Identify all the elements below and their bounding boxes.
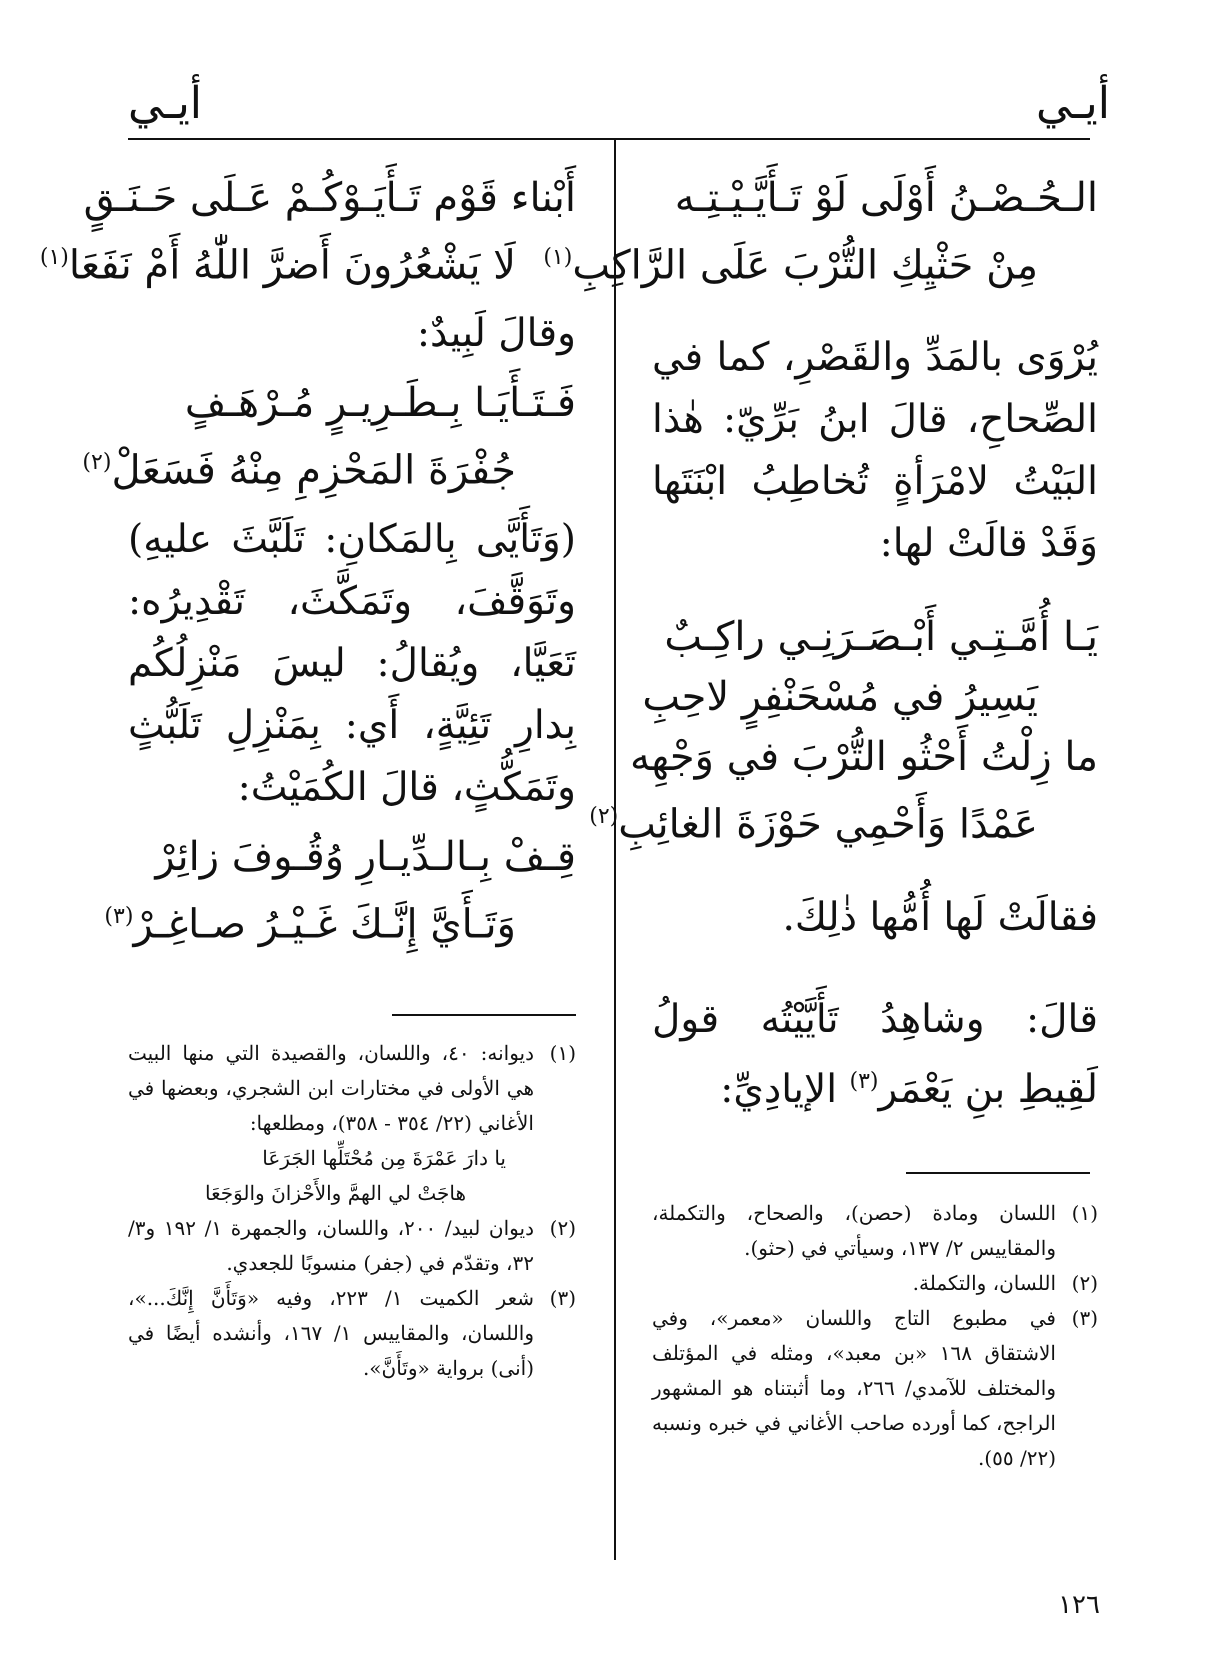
paragraph: وقالَ لَبِيدٌ: — [416, 311, 576, 357]
verse-line: قِـفْ بِـالـدِّيـارِ وُقُـوفَ زائِرْ — [155, 833, 576, 880]
verse-line: يَـا أُمَّـتِـي أَبْـصَـرَنِـي راكِـبٌ — [664, 614, 1098, 661]
verse-line: يَسِيرُ في مُسْحَنْفِرٍ لاحِبِ — [642, 674, 1038, 721]
footnotes-left — [128, 1036, 576, 1386]
right-column — [543, 168, 1098, 1129]
verse-line: عَمْدًا وَأَحْمِي حَوْزَةَ الغائِبِ$^{(٢)}$ — [589, 801, 1038, 848]
paragraph: قالَ: وشاهِدُ تَأَيَّيْتُه قولُ لَقِيطِ بنِ يَعْمَر$^{(٣)}$ الإيادِيِّ: — [652, 996, 1098, 1112]
footnote-number: (٢) — [1071, 1271, 1098, 1295]
verse-line: الـحُـصْـنُ أَوْلَى لَوْ تَـأَيَّـيْـتِـه — [674, 175, 1098, 221]
verse-line: وَتَـأَيَّ إِنَّـكَ غَـيْـرُ صـاغِـرْ$^{(٣)}$ — [104, 900, 516, 947]
footnote — [652, 1196, 1098, 1266]
paragraph: فقالَتْ لَها أُمُّها ذٰلِكَ. — [782, 894, 1098, 940]
footnote-number: (١) — [1071, 1201, 1098, 1225]
footnote-ref: (٣) — [104, 903, 134, 929]
verse-line: جُفْرَةَ المَحْزِمِ مِنْهُ فَسَعَلْ$^{(٢)}$ — [82, 447, 516, 494]
footnote-ref: (٣) — [849, 1068, 879, 1094]
verse-line: ما زِلْتُ أَحْثُو التُّرْبَ في وَجْهِه — [629, 734, 1098, 781]
footnote-ref: (١) — [39, 245, 69, 270]
footnote-rule — [906, 1172, 1090, 1174]
footnote-text: في مطبوع التاج واللسان «معمر»، وفي الاشتقاق ١٦٨ «بن معبد»، ومثله في المؤتلف والمختلف للآمدي/ ٢٦٦، وما أثبتناه هو المشهور الراجح، كما أورده صاحب الأغاني في خبره ونسبه (٢٢/ ٥٥). — [652, 1306, 1056, 1470]
verse-line: لَا يَشْعُرُونَ أَضرَّ اللّٰهُ أَمْ نَفَعَا$^{(١)}$ — [39, 242, 516, 289]
verse-line: أَبْناء قَوْم تَـأَيَـوْكُـمْ عَـلَى حَـنَـقٍ — [83, 175, 576, 221]
left-column — [39, 168, 576, 954]
running-header-left: أيـي — [128, 78, 203, 129]
footnote-number: (٣) — [549, 1286, 576, 1310]
page-number: ١٢٦ — [1058, 1590, 1100, 1620]
footnote-rule — [392, 1014, 576, 1016]
footnote-verse: يا دارَ عَمْرَةَ مِن مُحْتَلِّها الجَرَعَا — [262, 1146, 506, 1170]
footnote — [128, 1036, 576, 1141]
footnote-text: ديوانه: ٤٠، واللسان، والقصيدة التي منها البيت هي الأولى في مختارات ابن الشجري، وبعضها في الأغاني (٢٢/ ٣٥٤ - ٣٥٨)، ومطلعها: — [128, 1041, 534, 1135]
verse-line: مِنْ حَثْيِكِ التُّرْبَ عَلَى الرَّاكِبِ$^{(١)}$ — [543, 242, 1038, 289]
footnote-verse: هاجَتْ لي الهمَّ والأَحْزانَ والوَجَعَا — [204, 1181, 466, 1205]
verse-line: فَـتَـأَيَـا بِـطَـرِيـرٍ مُـرْهَـفٍ — [184, 380, 576, 427]
footnote — [652, 1266, 1098, 1301]
footnote — [128, 1281, 576, 1386]
footnote-text: ديوان لبيد/ ٢٠٠، واللسان، والجمهرة ١/ ١٩٢ و٣/ ٣٢، وتقدّم في (جفر) منسوبًا للجعدي. — [128, 1216, 534, 1275]
footnotes-right — [652, 1196, 1098, 1476]
footnote-ref: (١) — [543, 245, 573, 270]
footnote-text: اللسان ومادة (حصن)، والصحاح، والتكملة، والمقاييس ٢/ ١٣٧، وسيأتي في (حثو). — [652, 1201, 1056, 1260]
footnote-text: شعر الكميت ١/ ٢٢٣، وفيه «وَتَأَنَّ إِنَّكَ...»، واللسان، والمقاييس ١/ ١٦٧، وأنشده أيضًا في (أنى) برواية «وتَأَنَّ». — [128, 1286, 535, 1380]
footnote-number: (٢) — [549, 1216, 576, 1240]
footnote-ref: (٢) — [589, 804, 619, 830]
paragraph: يُرْوَى بالمَدِّ والقَصْرِ، كما في الصِّحاحِ، قالَ ابنُ بَرِّيّ: هٰذا البَيْتُ لامْرَأةٍ تُخاطِبُ ابْنَتَها وَقَدْ قالَتْ لها: — [652, 335, 1098, 567]
footnote-text: اللسان، والتكملة. — [912, 1271, 1056, 1295]
running-header-right: أيـي — [1035, 78, 1110, 129]
footnote — [652, 1301, 1098, 1476]
paragraph: (وَتَأَيَّى بِالمَكانِ: تَلَبَّثَ عليهِ) وتَوَقَّفَ، وتَمَكَّثَ، تَقْدِيرُه: تَعَيَّا، ويُقالُ: ليسَ مَنْزِلُكُم بِدارِ تَئِيَّةٍ، أَي: بِمَنْزِلِ تَلَبُّثٍ وتَمَكُّثٍ، قالَ الكُمَيْتُ: — [128, 516, 576, 810]
footnote-number: (٣) — [1071, 1306, 1098, 1330]
header-rule — [128, 138, 1090, 140]
footnote — [128, 1211, 576, 1281]
footnote-number: (١) — [549, 1041, 576, 1065]
footnote-ref: (٢) — [82, 450, 112, 476]
